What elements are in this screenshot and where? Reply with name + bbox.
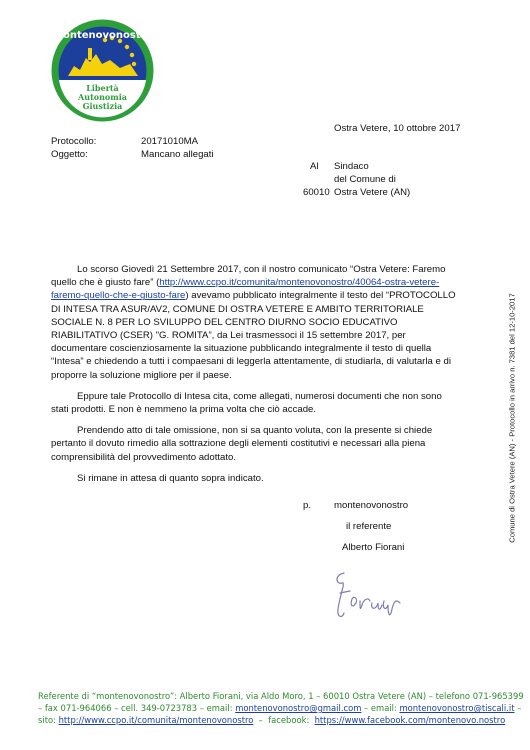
recipient-line-3: Ostra Vetere (AN) bbox=[334, 187, 411, 198]
logo-top-text: montenovonostro bbox=[52, 30, 153, 41]
logo-line-3: Giustizia bbox=[82, 101, 123, 111]
recipient-al: Al bbox=[310, 161, 319, 172]
closing-org: montenovonostro bbox=[334, 500, 409, 511]
paragraph-1: Lo scorso Giovedì 21 Settembre 2017, con il nostro comunicato “Ostra Vetere: Faremo quello che è giusto fare” (http://www.ccpo.it/comunita/montenovonostro/40064-ostra-vetere-faremo-quello-che-e-giusto-fare) avevamo pubblicato integralmente il testo del “PROTOCOLLO DI INTESA TRA ASUR/AV2, COMUNE DI OSTRA VETERE E AMBITO TERRITORIALE SOCIALE N. 8 PER LO SVILUPPO DEL CENTRO DIURNO SOCIO EDUCATIVO RIABILITATIVO (CSER) "G. ROMITA”, da Lei trasmessoci il 15 settembre 2017, per documentare coscienziosamente la situazione pubblicando integralmente il testo di quella “Intesa” e chiedendo a tutti i compaesani di leggerla attentamente, di studiarla, di valutarla e di proporre la soluzione migliore per il paese. bbox=[51, 264, 456, 381]
closing-p: p. bbox=[303, 500, 312, 511]
email-link-tiscali[interactable]: montenovonostro@tiscali.it bbox=[399, 703, 515, 713]
protocol-stamp: Comune di Ostra Vetere (AN) - Protocollo in arrivo n. 7381 del 12-10-2017 bbox=[507, 293, 517, 543]
party-logo bbox=[50, 18, 155, 123]
letter-body bbox=[51, 263, 456, 493]
closing-role: il referente bbox=[346, 521, 392, 532]
place-date: Ostra Vetere, 10 ottobre 2017 bbox=[334, 123, 461, 134]
email-link-gmail[interactable]: montenovonostro@gmail.com bbox=[235, 703, 362, 713]
closing-name: Alberto Fiorani bbox=[342, 542, 405, 553]
article-link[interactable]: http://www.ccpo.it/comunita/montenovonostro/40064-ostra-vetere-faremo-quello-che-e-giusto-fare bbox=[51, 277, 440, 302]
subject-value: Mancano allegati bbox=[141, 149, 214, 160]
paragraph-3: Prendendo atto di tale omissione, non si sa quanto voluta, con la presente si chiede pertanto il dovuto rimedio alla sottrazione degli elementi costitutivi e necessari alla piena comprensibilità del provvedimento adottato. bbox=[51, 425, 433, 463]
logo-line-2: Autonomia bbox=[78, 92, 127, 102]
recipient-cap: 60010 bbox=[303, 187, 330, 198]
recipient-line-1: Sindaco bbox=[334, 161, 369, 172]
protocol-label: Protocollo: bbox=[51, 136, 97, 147]
site-link[interactable]: http://www.ccpo.it/comunita/montenovonostro bbox=[58, 715, 254, 725]
paragraph-2: Eppure tale Protocollo di Intesa cita, come allegati, numerosi documenti che non sono stati prodotti. E non è nemmeno la prima volta che ciò accade. bbox=[51, 390, 442, 416]
logo-line-1: Libertà bbox=[86, 83, 119, 93]
footer-line-3: sito: http://www.ccpo.it/comunita/montenovonostro – facebook: https://www.facebook.com/montenovo.nostro bbox=[38, 715, 506, 725]
subject-label: Oggetto: bbox=[51, 149, 88, 160]
footer-line-1: Referente di “montenovonostro”: Alberto Fiorani, via Aldo Moro, 1 – 60010 Ostra Vetere (AN) – telefono 071-965399 bbox=[38, 691, 524, 701]
handwritten-signature bbox=[330, 565, 410, 625]
facebook-link[interactable]: https://www.facebook.com/montenovo.nostro bbox=[314, 715, 506, 725]
footer bbox=[38, 690, 524, 726]
paragraph-4: Si rimane in attesa di quanto sopra indicato. bbox=[77, 472, 264, 484]
recipient-line-2: del Comune di bbox=[334, 174, 396, 185]
protocol-value: 20171010MA bbox=[141, 136, 199, 147]
footer-line-2: – fax 071-964066 – cell. 349-0723783 – email: montenovonostro@gmail.com – email: montenovonostro@tiscali.it – bbox=[38, 703, 522, 713]
